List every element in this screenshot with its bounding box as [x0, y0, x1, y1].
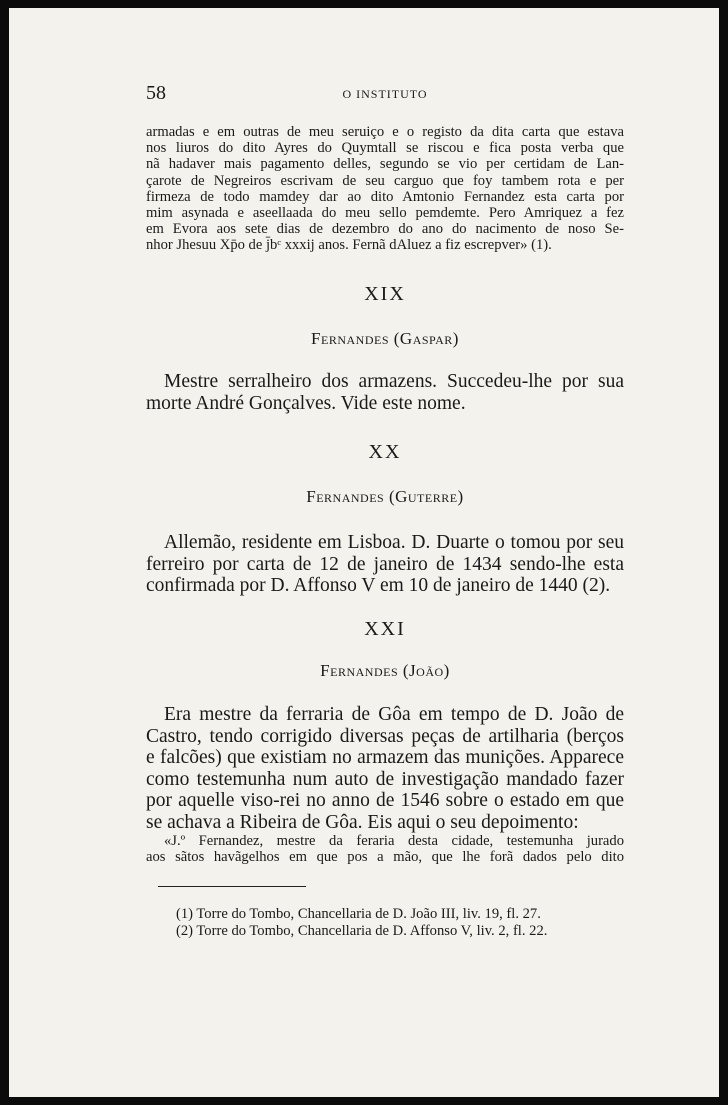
- footnotes: [176, 906, 624, 940]
- text-line: ferreiro por carta de 12 de janeiro de 1434 sendo-lhe esta: [146, 553, 624, 575]
- entry-title: Fernandes (Guterre): [306, 487, 464, 506]
- footnote: (2) Torre do Tombo, Chancellaria de D. Affonso V, liv. 2, fl. 22.: [176, 923, 548, 939]
- section-number: XIX: [364, 283, 406, 305]
- section-number: XXI: [364, 618, 406, 640]
- opening-paragraph: [146, 124, 624, 254]
- text-line: por aquelle viso-rei no anno de 1546 sobre o estado em que: [146, 790, 624, 812]
- text-line: mim asynada e aseellaada do meu sello pemdemte. Pero Amriquez a fez: [146, 205, 624, 222]
- page-number: 58: [146, 82, 166, 104]
- running-title: O INSTITUTO: [342, 87, 428, 101]
- entry-title: Fernandes (Gaspar): [311, 329, 459, 348]
- text-line: aos sãtos havãgelhos em que pos a mão, que lhe forã dados pelo dito: [146, 849, 624, 866]
- entry-paragraph: [146, 371, 624, 414]
- entry-paragraph: [146, 704, 624, 834]
- text-line: Allemão, residente em Lisboa. D. Duarte o tomou por seu: [164, 532, 624, 553]
- text-line: Era mestre da ferraria de Gôa em tempo de D. João de: [164, 704, 624, 725]
- entry-title: Fernandes (João): [320, 661, 450, 680]
- text-line: como testemunha num auto de investigação mandado fazer: [146, 768, 624, 790]
- page-header: [146, 82, 624, 112]
- text-line: nã hadaver mais pagamento delles, segundo se vio per certidam de Lan-: [146, 156, 624, 173]
- text-line: morte André Gonçalves. Vide este nome.: [146, 392, 466, 414]
- text-line: em Evora aos sete dias de dezembro do ano do nacimento de noso Se-: [146, 221, 624, 238]
- footnote: (1) Torre do Tombo, Chancellaria de D. João III, liv. 19, fl. 27.: [176, 906, 541, 922]
- text-line: nhor Jhesuu Xp̄o de j̄bᶜ xxxij anos. Fernã dAluez a fiz escrepver» (1).: [146, 237, 552, 254]
- quoted-testimony: [146, 833, 624, 865]
- text-line: Castro, tendo corrigido diversas peças de artilharia (berços: [146, 725, 624, 747]
- text-line: nos liuros do dito Ayres do Quymtall se riscou e fica posta verba que: [146, 140, 624, 157]
- section-number: XX: [368, 441, 402, 463]
- text-line: Mestre serralheiro dos armazens. Succedeu-lhe por sua: [164, 371, 624, 392]
- text-line: çarote de Negreiros escrivam de seu carguo que foy tambem rota e per: [146, 172, 624, 189]
- text-line: armadas e em outras de meu seruiço e o registo da dita carta que estava: [146, 124, 624, 140]
- footnote-divider: [158, 886, 306, 887]
- text-line: confirmada por D. Affonso V em 10 de janeiro de 1440 (2).: [146, 575, 611, 597]
- text-line: se achava a Ribeira de Gôa. Eis aqui o seu depoimento:: [146, 811, 579, 833]
- text-line: firmeza de todo mamdey dar ao dito Amtonio Fernandez esta carta por: [146, 188, 624, 205]
- text-line: e falcões) que existiam no armazem das munições. Apparece: [146, 747, 624, 769]
- entry-paragraph: [146, 532, 624, 597]
- text-line: «J.º Fernandez, mestre da feraria desta cidade, testemunha jurado: [164, 833, 624, 849]
